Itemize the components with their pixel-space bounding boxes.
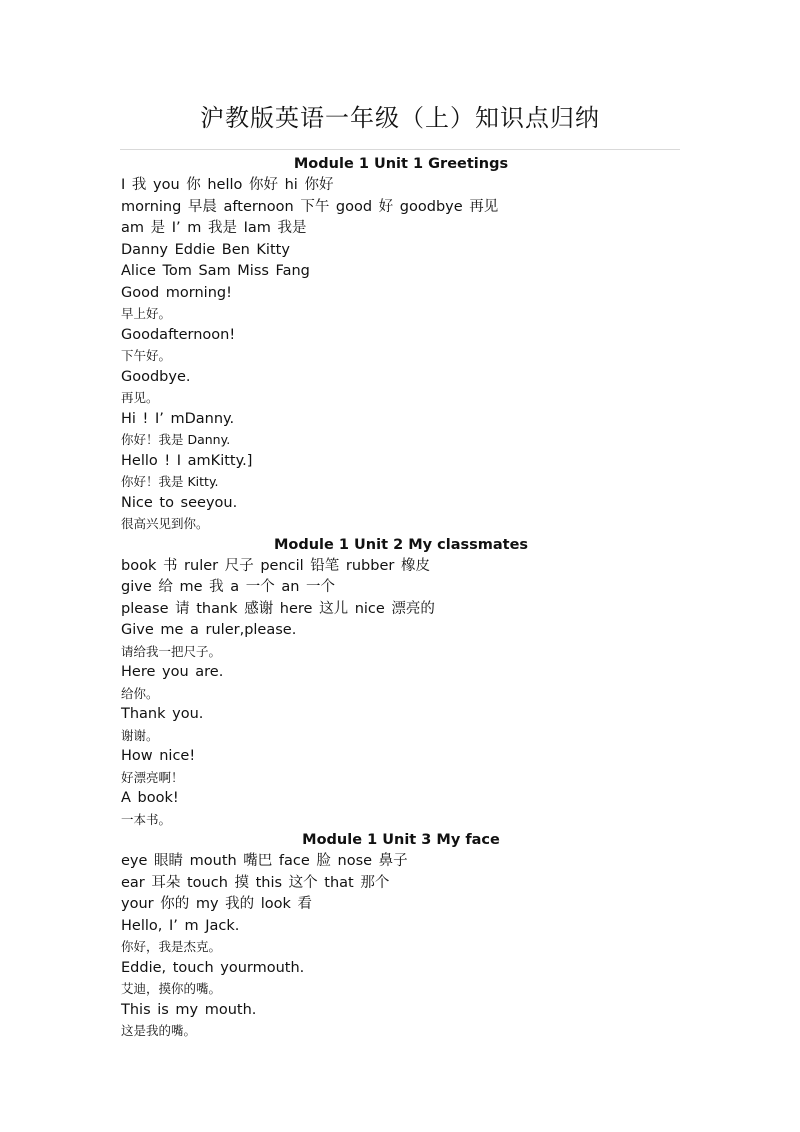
section-heading: Module 1 Unit 3 My face	[302, 832, 500, 848]
module-section	[121, 535, 681, 831]
vocabulary-line: I 我 you 你 hello 你好 hi 你好	[121, 177, 334, 193]
page-title: 沪教版英语一年级（上）知识点归纳	[200, 104, 600, 132]
translation-line: 你好，我是杰克。	[121, 939, 222, 954]
translation-line: 早上好。	[121, 306, 172, 321]
vocabulary-line: please 请 thank 感谢 here 这儿 nice 漂亮的	[121, 600, 435, 617]
title-divider	[120, 149, 680, 150]
vocabulary-line: give 给 me 我 a 一个 an 一个	[121, 579, 336, 595]
vocabulary-line: Give me a ruler,please.	[121, 622, 297, 638]
vocabulary-line: Hi ! I’ mDanny.	[121, 410, 235, 427]
vocabulary-line: This is my mouth.	[121, 1001, 257, 1018]
translation-line: 这是我的嘴。	[121, 1023, 197, 1038]
translation-line: 很高兴见到你。	[121, 516, 209, 531]
vocabulary-line: Goodbye.	[121, 368, 191, 385]
vocabulary-line: morning 早晨 afternoon 下午 good 好 goodbye 再见	[121, 198, 499, 215]
vocabulary-line: Goodafternoon!	[121, 326, 236, 343]
vocabulary-line: A book!	[121, 790, 179, 806]
section-heading: Module 1 Unit 1 Greetings	[293, 156, 509, 172]
vocabulary-line: Eddie, touch yourmouth.	[121, 959, 305, 976]
document-content	[121, 154, 681, 1042]
vocabulary-line: your 你的 my 我的 look 看	[121, 896, 313, 912]
vocabulary-line: Thank you.	[121, 706, 204, 722]
translation-line: 给你。	[121, 685, 159, 701]
vocabulary-line: How nice!	[121, 748, 196, 764]
vocabulary-line: Good morning!	[121, 284, 232, 301]
translation-line: 下午好。	[121, 348, 172, 363]
translation-line: 艾迪，摸你的嘴。	[121, 981, 222, 996]
translation-line: 谢谢。	[121, 727, 159, 743]
vocabulary-line: Here you are.	[121, 664, 224, 680]
vocabulary-line: Alice Tom Sam Miss Fang	[121, 263, 310, 279]
vocabulary-line: Hello, I’ m Jack.	[121, 917, 240, 934]
translation-line: 你好！我是 Danny.	[121, 432, 231, 447]
vocabulary-line: Danny Eddie Ben Kitty	[121, 241, 290, 258]
translation-line: 好漂亮啊！	[121, 769, 184, 785]
vocabulary-line: Nice to seeyou.	[121, 494, 238, 511]
module-section	[121, 830, 681, 1042]
translation-line: 再见。	[121, 390, 159, 405]
translation-line: 一本书。	[121, 811, 172, 827]
vocabulary-line: am 是 I’ m 我是 Iam 我是	[121, 220, 307, 236]
vocabulary-line: ear 耳朵 touch 摸 this 这个 that 那个	[121, 874, 390, 891]
translation-line: 请给我一把尺子。	[121, 643, 222, 659]
vocabulary-line: Hello ! I amKitty.]	[121, 452, 253, 469]
vocabulary-line: eye 眼睛 mouth 嘴巴 face 脸 nose 鼻子	[121, 853, 408, 869]
section-heading: Module 1 Unit 2 My classmates	[273, 536, 529, 553]
translation-line: 你好！我是 Kitty.	[121, 474, 219, 489]
module-section	[121, 154, 681, 535]
vocabulary-line: book 书 ruler 尺子 pencil 铅笔 rubber 橡皮	[121, 557, 430, 574]
